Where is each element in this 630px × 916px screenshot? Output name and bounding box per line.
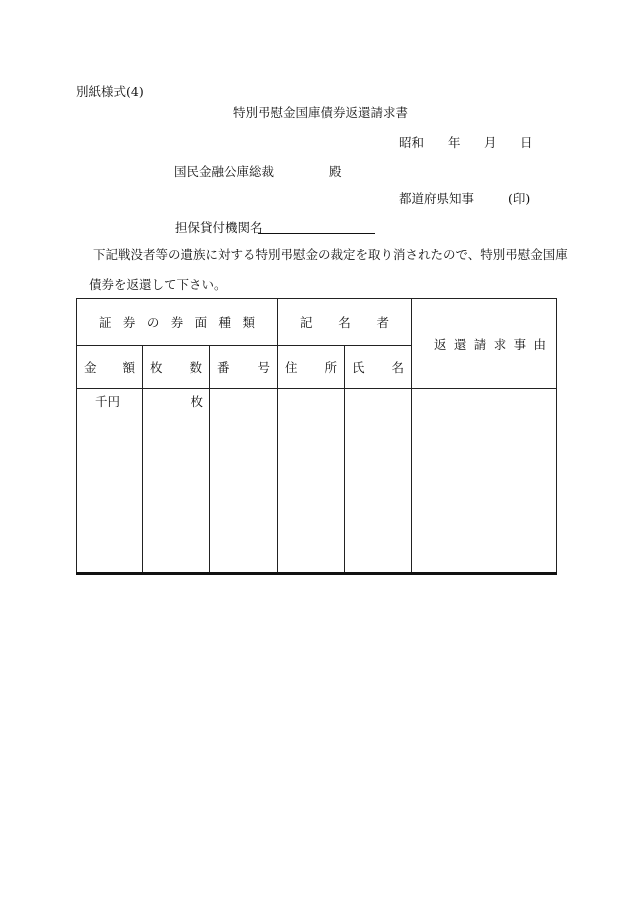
address-cell [278, 389, 345, 574]
body-text-line1: 下記戦没者等の遺族に対する特別弔慰金の裁定を取り消されたので、特別弔慰金国庫 [93, 247, 568, 262]
amount-cell [77, 389, 143, 574]
number-cell [210, 389, 278, 574]
form-label: 別紙様式(4) [76, 84, 144, 99]
lender-field-underline [258, 233, 375, 234]
addressee-honorific: 殿 [329, 164, 342, 179]
return-reason-header: 返 還 請 求 事 由 [412, 299, 557, 389]
date-era: 昭和 [399, 135, 425, 150]
date-day: 日 [520, 135, 533, 150]
name-header: 氏 名 [345, 346, 412, 389]
address-header: 住 所 [278, 346, 345, 389]
seal-mark: (印) [508, 191, 531, 206]
date-month: 月 [484, 135, 497, 150]
number-header: 番 号 [210, 346, 278, 389]
count-header: 枚 数 [143, 346, 210, 389]
amount-header: 金 額 [77, 346, 143, 389]
body-text-line2: 債券を返還して下さい。 [89, 277, 227, 292]
registrant-header: 記 名 者 [278, 299, 412, 346]
name-cell [345, 389, 412, 574]
table-entry-row [77, 389, 557, 574]
amount-unit: 千円 [94, 394, 120, 409]
bond-return-table [76, 298, 557, 575]
count-cell [143, 389, 210, 574]
document-title: 特別弔慰金国庫債券返還請求書 [233, 105, 409, 120]
bond-face-type-header: 証 券 の 券 面 種 類 [77, 299, 278, 346]
table-header-row [77, 299, 557, 346]
sender-title: 都道府県知事 [399, 191, 475, 206]
count-unit: 枚 [190, 394, 203, 409]
date-year: 年 [448, 135, 461, 150]
addressee-name: 国民金融公庫総裁 [174, 164, 275, 179]
reason-cell [412, 389, 557, 574]
lender-label: 担保貸付機関名 [175, 220, 263, 235]
